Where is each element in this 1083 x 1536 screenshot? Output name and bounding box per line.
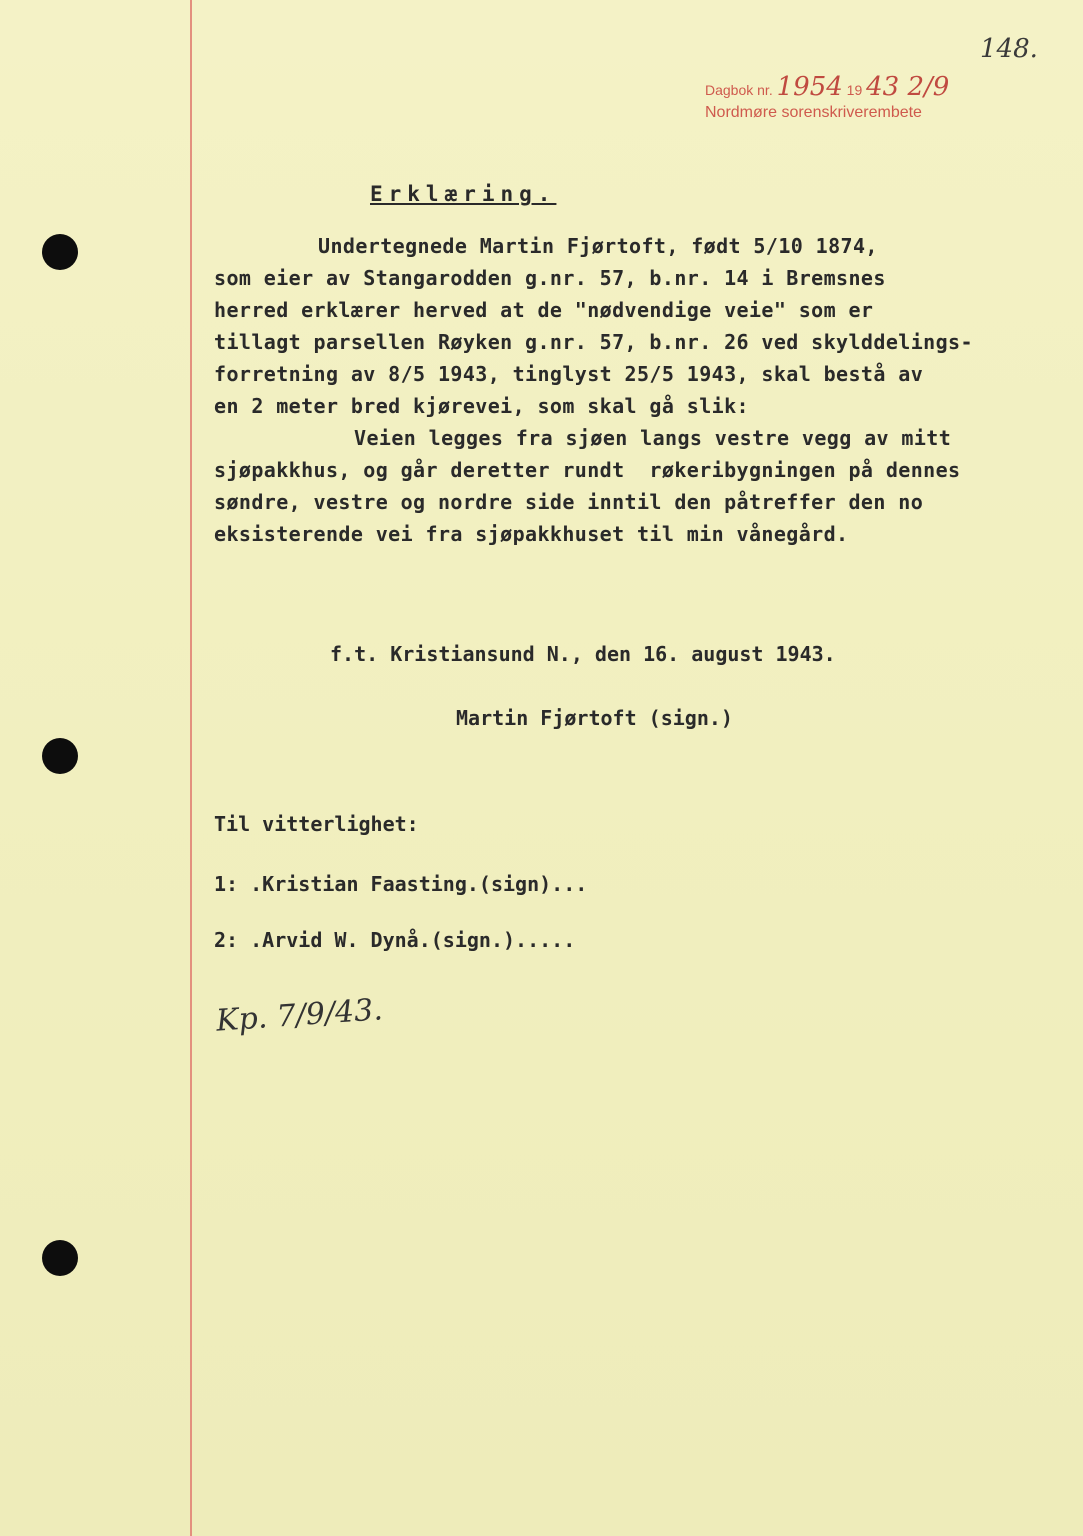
body-line: Undertegnede Martin Fjørtoft, født 5/10 1874, [318,234,878,258]
office-name: Nordmøre sorenskriverembete [705,104,922,121]
handwritten-note: Kp. 7/9/43. [214,992,384,1039]
body-line: forretning av 8/5 1943, tinglyst 25/5 1943, skal bestå av [214,362,924,386]
punch-hole [42,1240,78,1276]
body-line: sjøpakkhus, og går deretter rundt røkeribygningen på dennes [214,458,961,482]
document-title: Erklæring. [370,182,557,206]
year-value: 43 2/9 [866,72,950,102]
page-number: 148. [980,34,1038,64]
punch-hole [42,234,78,270]
body-line: Veien legges fra sjøen langs vestre vegg av mitt [354,426,952,450]
registry-stamp [705,72,949,122]
dagbok-label: Dagbok nr. [705,82,773,98]
body-line: en 2 meter bred kjørevei, som skal gå slik: [214,394,749,418]
body-line: eksisterende vei fra sjøpakkhuset til min vånegård. [214,522,849,546]
witness-heading: Til vitterlighet: [214,812,419,836]
body-line: som eier av Stangarodden g.nr. 57, b.nr. 14 i Bremsnes [214,266,886,290]
punch-hole [42,738,78,774]
witness-line: 2: .Arvid W. Dynå.(sign.)..... [214,928,576,952]
signature-line: Martin Fjørtoft (sign.) [456,706,733,730]
body-line: søndre, vestre og nordre side inntil den påtreffer den no [214,490,924,514]
year-prefix: 19 [846,82,863,98]
margin-line [190,0,192,1536]
body-line: herred erklærer herved at de "nødvendige veie" som er [214,298,874,322]
place-and-date: f.t. Kristiansund N., den 16. august 1943. [330,642,836,666]
body-line: tillagt parsellen Røyken g.nr. 57, b.nr. 26 ved skylddelings- [214,330,973,354]
witness-line: 1: .Kristian Faasting.(sign)... [214,872,588,896]
dagbok-number: 1954 [776,72,843,102]
